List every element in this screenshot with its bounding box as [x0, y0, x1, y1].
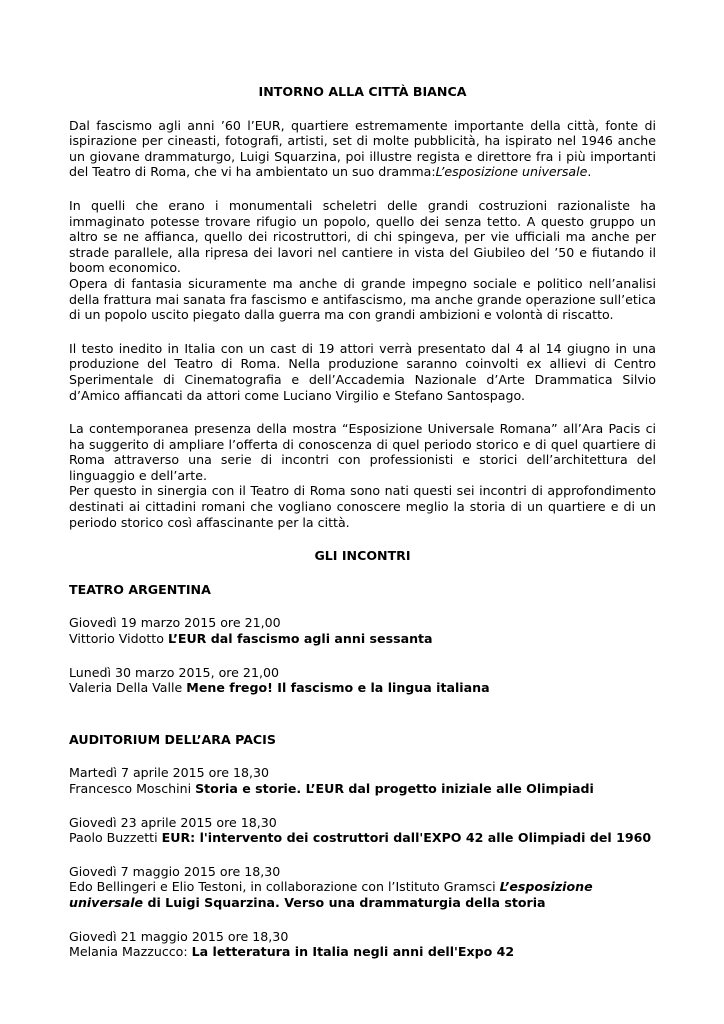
paragraph-opera: Opera di fantasia sicuramente ma anche di grande impegno sociale e politico nell’analisi della frattura mai sanata fra fascismo e antifascismo, ma anche grande operazione sull’etica di un popolo uscito piegato dalla guerra ma con grandi ambizioni e volontà di riscatto.	[69, 275, 656, 323]
event-detail	[69, 680, 656, 696]
venue-heading-argentina: TEATRO ARGENTINA	[69, 581, 211, 597]
event-talk-title: L’EUR dal fascismo agli anni sessanta	[167, 631, 433, 647]
paragraph-production: Il testo inedito in Italia con un cast di 19 attori verrà presentato dal 4 al 14 giugno in una produzione del Teatro di Roma. Nella produzione saranno coinvolti ex allievi di Centro Sperimentale di Cinematografia e dell’Accademia Nazionale d’Arte Drammatica Silvio d’Amico affiancati da attori come Luciano Virgilio e Stefano Santospago.	[69, 340, 656, 403]
event-talk-title: Storia e storie. L’EUR dal progetto iniziale alle Olimpiadi	[195, 781, 594, 796]
play-title-italic: L’esposizione universale	[435, 164, 588, 180]
event-date: Giovedì 19 marzo 2015 ore 21,00	[69, 615, 281, 631]
event-speaker: Francesco Moschini	[69, 781, 196, 796]
paragraph-intro-text: Dal fascismo agli anni ’60 l’EUR, quartiere estremamente importante della città, fonte di ispirazione per cineasti, fotografi, artisti, set di molte pubblicità, ha ispirato nel 1946 anche un giovane drammaturgo, Luigi Squarzina, poi illustre regista e direttore fra i più importanti del Teatro di Roma, che vi ha ambientato un suo dramma:	[69, 117, 656, 180]
event-detail	[69, 879, 656, 910]
paragraph-synergy: Per questo in sinergia con il Teatro di Roma sono nati questi sei incontri di approfondimento destinati ai cittadini romani che vogliano conoscere meglio la storia di un quartiere e di un periodo storico così affascinante per la città.	[69, 483, 656, 530]
paragraph-exhibition: La contemporanea presenza della mostra “Esposizione Universale Romana” all’Ara Pacis ci ha suggerito di ampliare l’offerta di conoscenza di quel periodo storico e di quel quartiere di Roma attraverso una serie di incontri con professionisti e storici dell’architettura del linguaggio e dell’arte.	[69, 421, 656, 483]
event-date: Martedì 7 aprile 2015 ore 18,30	[69, 765, 270, 781]
event-detail	[69, 830, 656, 846]
event-speaker: Vittorio Vidotto	[69, 631, 168, 647]
event-talk-title: La letteratura in Italia negli anni dell'Expo 42	[191, 944, 515, 960]
event-talk-title: Mene frego! Il fascismo e la lingua italiana	[186, 680, 490, 696]
paragraph-intro	[69, 118, 656, 180]
event-date: Giovedì 21 maggio 2015 ore 18,30	[69, 928, 289, 944]
document-body	[69, 84, 656, 960]
event-detail	[69, 944, 656, 960]
event-date: Giovedì 23 aprile 2015 ore 18,30	[69, 814, 277, 830]
event-speaker: Melania Mazzucco:	[69, 944, 192, 960]
venue-heading-ara-pacis: AUDITORIUM DELL’ARA PACIS	[69, 731, 276, 747]
event-detail	[69, 631, 656, 647]
paragraph-intro-end: .	[587, 164, 592, 180]
event-detail	[69, 781, 656, 797]
event-talk-title: di Luigi Squarzina. Verso una drammaturgia della storia	[143, 894, 546, 910]
event-speaker: Edo Bellingeri e Elio Testoni, in collaborazione con l’Istituto Gramsci	[69, 879, 500, 895]
event-talk-title: EUR: l'intervento dei costruttori dall'EXPO 42 alle Olimpiadi del 1960	[161, 830, 652, 846]
page-title: INTORNO ALLA CITTÀ BIANCA	[258, 84, 467, 99]
paragraph-setting: In quelli che erano i monumentali scheletri delle grandi costruzioni razionaliste ha immaginato potesse trovare rifugio un popolo, quello dei senza tetto. A questo gruppo un altro se ne affianca, quello dei ricostruttori, di chi spingeva, per vie ufficiali ma anche per strade parallele, alla ripresa dei lavori nel cantiere in vista del Giubileo del ’50 e fiutando il boom economico.	[69, 197, 656, 276]
event-talk-italic: L’esposizione universale	[69, 879, 593, 910]
event-speaker: Valeria Della Valle	[69, 680, 187, 696]
event-date: Giovedì 7 maggio 2015 ore 18,30	[69, 863, 281, 879]
event-speaker: Paolo Buzzetti	[69, 830, 162, 846]
section-heading: GLI INCONTRI	[314, 548, 411, 564]
event-date: Lunedì 30 marzo 2015, ore 21,00	[69, 664, 279, 680]
